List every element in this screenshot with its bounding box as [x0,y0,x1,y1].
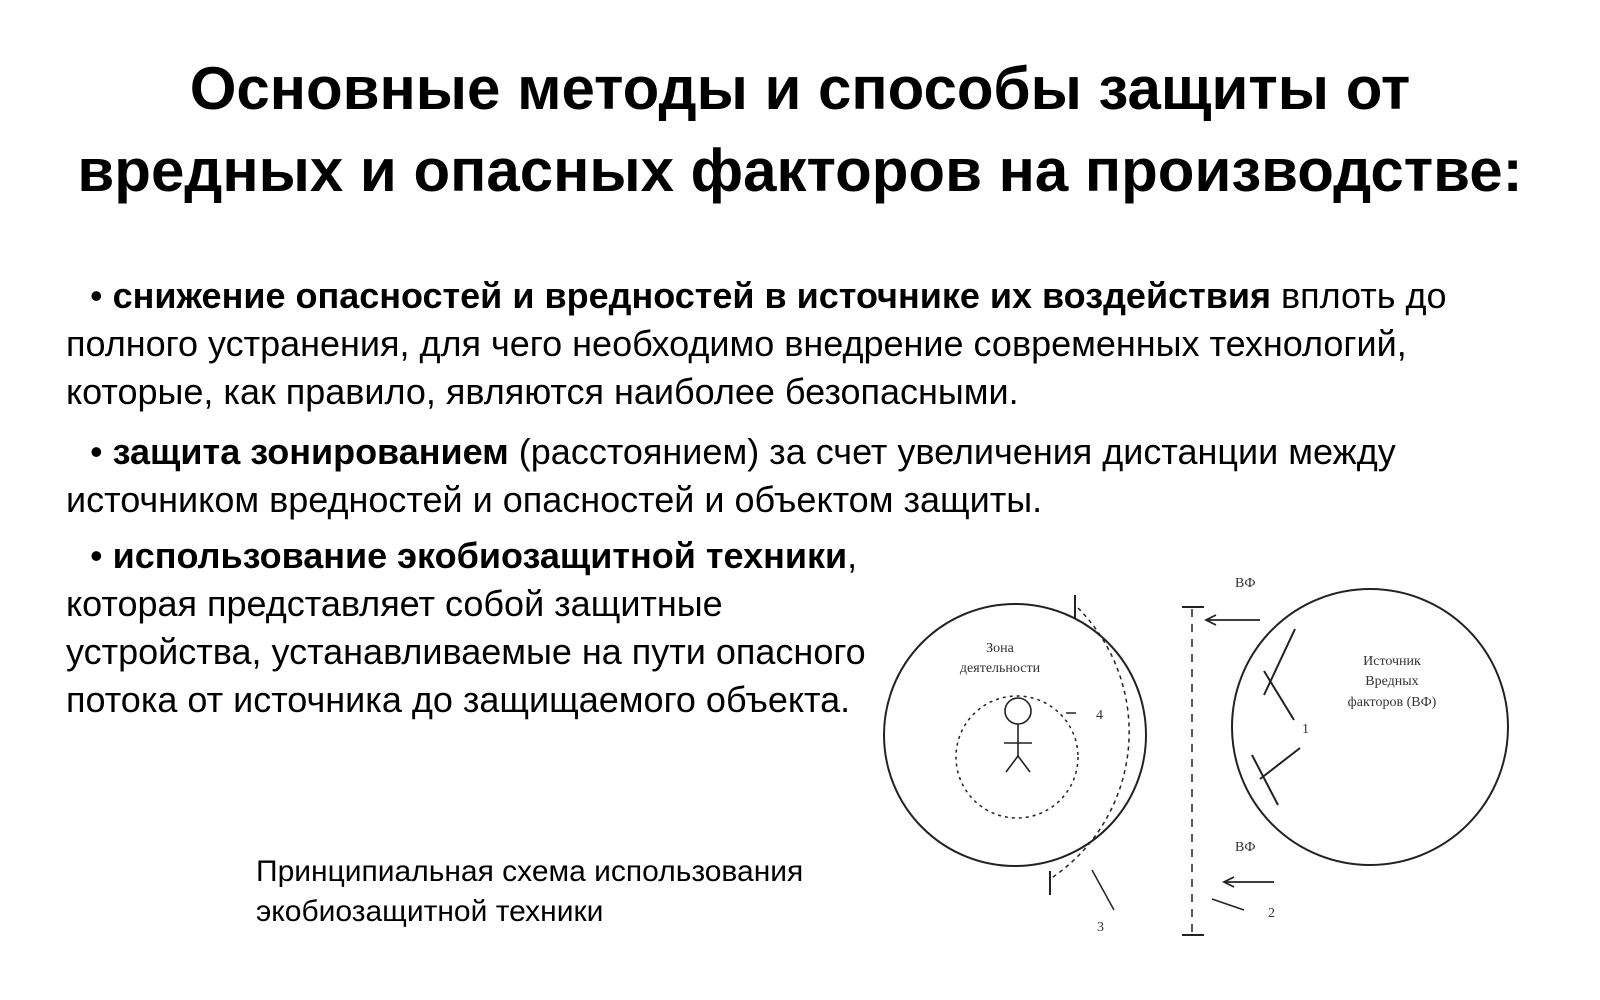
bullet-marker: • [90,431,103,472]
bullet-reduction [66,272,1546,416]
arrow-top-icon [1206,615,1260,625]
person-icon [1004,698,1032,772]
activity-zone-circle [884,604,1146,866]
source-label-3: факторов (ВФ) [1347,695,1437,710]
num-3-label: 3 [1097,920,1104,935]
zone-label-2: деятельности [959,661,1041,676]
caption-line-2: экобиозащитной техники [256,895,604,928]
ecobio-scheme-diagram [880,565,1580,985]
num-4-label: 4 [1096,708,1103,723]
emitter-marks [1252,629,1300,805]
bullet-reduction-bold: снижение опасностей и вредностей в источнике их воздействия [112,275,1272,316]
harmful-source-circle [1232,589,1508,865]
bullet-marker: • [90,535,103,576]
title-line-1: Основные методы и способы защиты от [189,55,1411,122]
bullet-marker: • [90,275,103,316]
arrow-bottom-icon [1224,877,1274,887]
diagram-caption [256,852,896,932]
leader-3 [1092,870,1114,910]
vf-top-label: ВФ [1235,576,1256,591]
source-label-2: Вредных [1365,674,1419,689]
leader-2 [1212,899,1244,910]
zone-label-1: Зона [986,641,1014,656]
bullet-ecobio-text: , которая представляет собой защитные устройства, устанавливаемые на пути опасного потока от источника до защищаемого объекта. [66,535,866,720]
source-label-1: Источник [1363,654,1421,669]
title-line-2: вредных и опасных факторов на производстве: [77,137,1523,204]
caption-line-1: Принципиальная схема использования [256,855,804,888]
page-title [0,48,1600,212]
bullet-reduction-text: вплоть до полного устранения, для чего необходимо внедрение современных технологий, которые, как правило, являются наиболее безопасными. [66,275,1447,412]
num-1-label: 1 [1302,722,1309,737]
bullet-ecobio-bold: использование экобиозащитной техники [112,535,848,576]
bullet-ecobio [66,532,926,724]
bullet-zoning-text: (расстоянием) за счет увеличения дистанции между источником вредностей и опасностей и объектом защиты. [66,431,1396,520]
vf-bottom-label: ВФ [1235,840,1256,855]
bullet-zoning-bold: защита зонированием [112,431,509,472]
bullet-zoning [66,428,1546,524]
protective-screen-arc [1050,608,1129,879]
num-2-label: 2 [1268,906,1275,921]
